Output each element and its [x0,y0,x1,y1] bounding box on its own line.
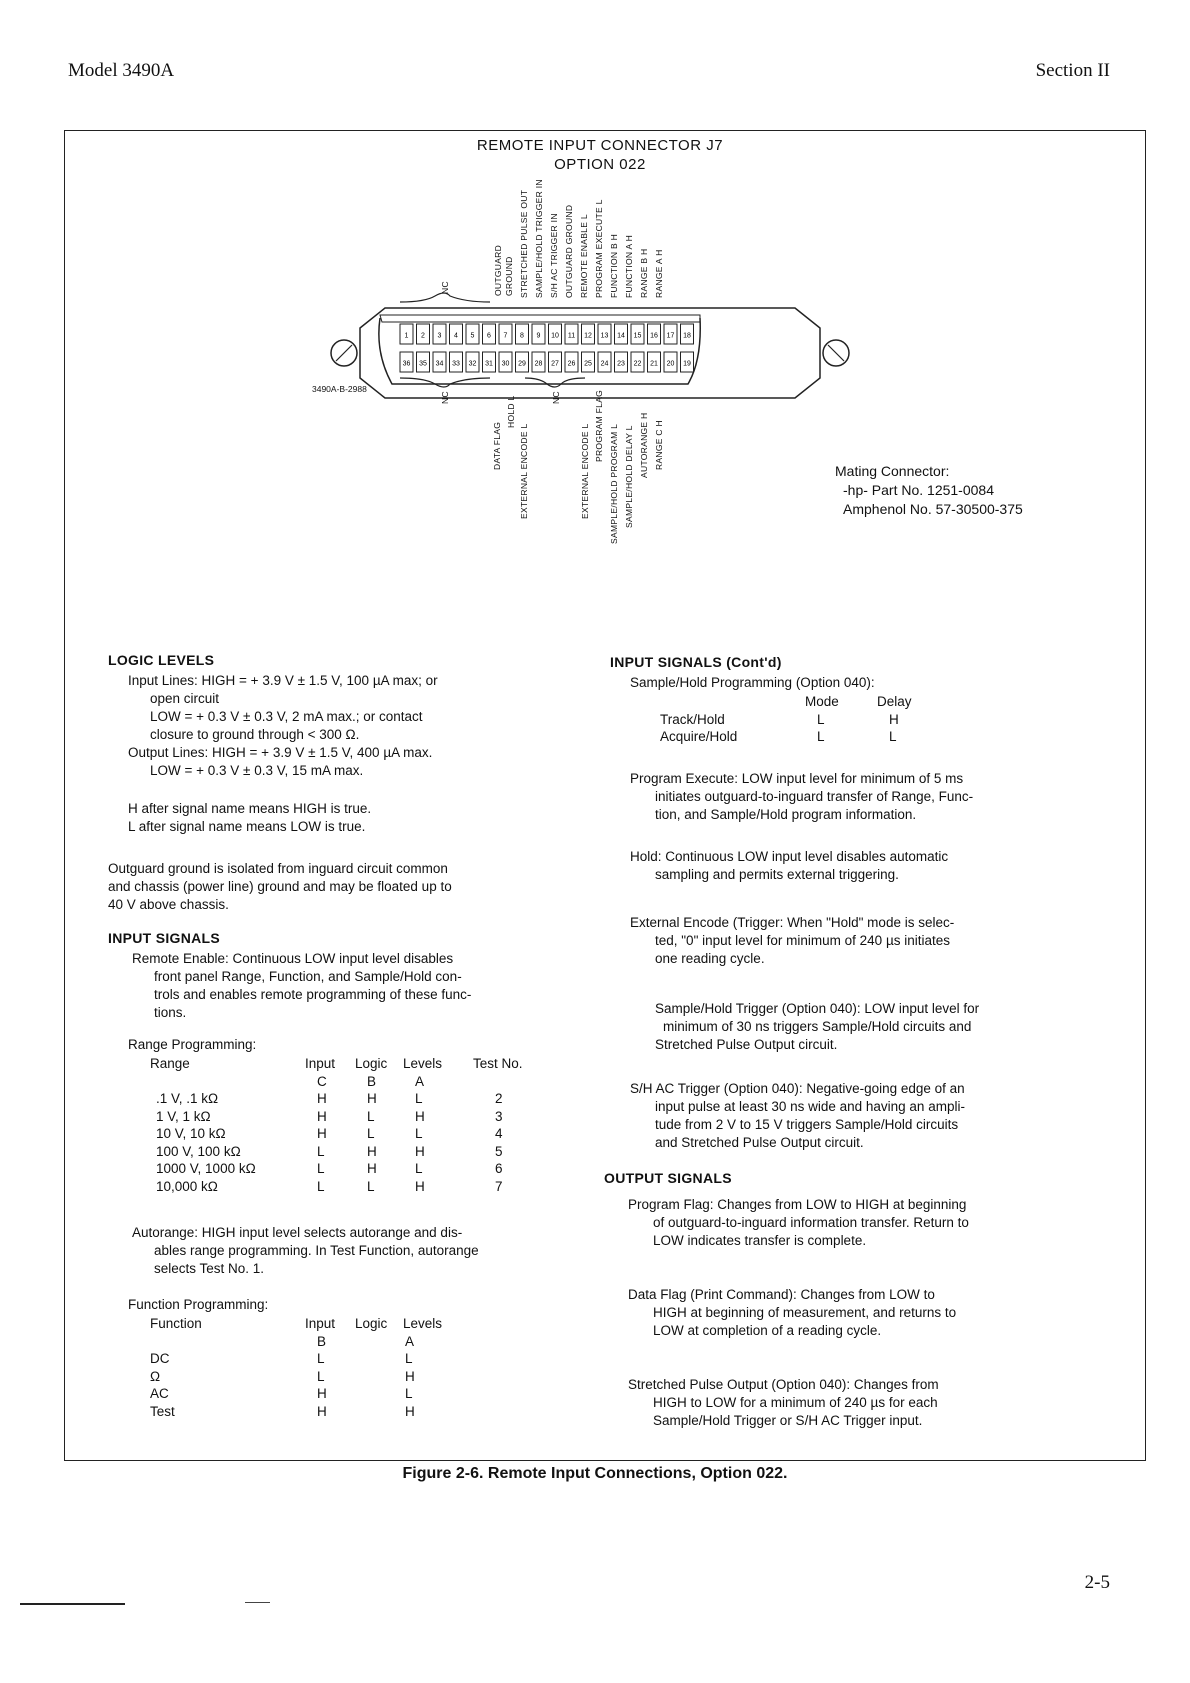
sh-programming-label: Sample/Hold Programming (Option 040): [630,675,875,690]
pin-number: 20 [666,360,675,368]
pin-number: 34 [435,360,444,368]
mating-connector-note [835,462,1023,519]
sh-table-row: Acquire/Hold L L [660,729,897,744]
h-l-notes [128,800,371,836]
range-table-row: 100 V, 100 kΩ L H H 5 [156,1143,503,1159]
logic-levels-heading: LOGIC LEVELS [108,652,215,668]
pin-number: 11 [567,332,576,340]
col-logic: Logic [355,1316,388,1331]
connector-title-line2: OPTION 022 [554,156,646,173]
pin-number: 1 [404,332,409,340]
pin-number: 8 [520,332,524,340]
pin-number: 30 [501,360,510,368]
pin-number: 6 [487,332,491,340]
pin-number: 10 [551,332,559,340]
pin-number: 32 [468,360,477,368]
label-autorange: AUTORANGE H [639,412,649,478]
pin-number: 4 [454,332,458,340]
connector-title [380,136,820,174]
label-sh-ac-trigger-in: S/H AC TRIGGER IN [549,213,559,298]
input-lines-spec: Input Lines: HIGH = + 3.9 V ± 1.5 V, 100 µA max; or open circuit LOW = + 0.3 V ± 0.3 V, 2 mA max.; or contact closure to ground through < 300 Ω. [128,673,438,742]
range-table-row: 10,000 kΩ L L H 7 [156,1178,503,1194]
pin-number: 36 [402,360,411,368]
pin-number: 21 [650,360,658,368]
function-programming-label: Function Programming: [128,1297,269,1312]
pin-number: 22 [633,360,642,368]
pin-number: 17 [666,332,675,340]
label-outguard-ground: OUTGUARD GROUND [564,204,574,298]
pin-number: 15 [633,332,642,340]
pin-number: 29 [518,360,526,368]
col-input: Input [305,1056,336,1071]
mating-line2: -hp- Part No. 1251-0084 [843,482,994,498]
label-data-flag: DATA FLAG [492,421,502,470]
pin-row-bottom [400,352,694,372]
label-range-b: RANGE B H [639,248,649,298]
sh-programming-table [660,694,912,747]
sample-hold-trigger-text: Sample/Hold Trigger (Option 040): LOW input level for minimum of 30 ns triggers Sample/Hold circuits and Stretched Pulse Output circuit. [655,1001,980,1052]
label-nc-bottom-1: NC [440,391,450,404]
external-encode-text: External Encode (Trigger: When "Hold" mode is selec- ted, "0" input level for minimum of 240 µs initiates one reading cycle. [630,915,955,966]
range-programming-table: Range Input Logic Levels Test No. C B A .1 V, .1 kΩ H H L 2 1 V, 1 kΩ H L H 3 10 V, 10 kΩ H L L 4 100 V, 100 kΩ L H H 5 1000 V, 1000 kΩ L H L 6 10,000 kΩ L L H 7 [150,1056,523,1196]
label-sample-hold-delay: SAMPLE/HOLD DELAY L [624,425,634,528]
program-execute-text: Program Execute: LOW input level for minimum of 5 ms initiates outguard-to-inguard transfer of Range, Func- tion, and Sample/Hold program information. [630,771,974,822]
label-stretched-pulse-out: STRETCHED PULSE OUT [519,189,529,298]
pin-number: 35 [419,360,427,368]
function-table-row: DC L L [150,1351,413,1366]
range-table-row: 1 V, 1 kΩ H L H 3 [156,1108,503,1124]
col-levels: Levels [403,1056,443,1071]
col-test-no: Test No. [473,1056,523,1071]
pin-number: 33 [452,360,460,368]
pin-number: 27 [551,360,559,368]
function-table-row: AC H L [150,1386,413,1401]
range-table-row: .1 V, .1 kΩ H H L 2 [156,1091,503,1106]
autorange-text: Autorange: HIGH input level selects autorange and dis- ables range programming. In Test Function, autorange selects Test No. 1. [132,1225,479,1276]
pin-number: 28 [534,360,543,368]
document-section-header: Section II [1035,60,1110,81]
label-external-encode-2: EXTERNAL ENCODE L [580,423,590,519]
label-function-b: FUNCTION B H [609,233,619,298]
label-remote-enable: REMOTE ENABLE L [579,214,589,298]
pin-number: 24 [600,360,609,368]
label-hold: HOLD L [506,395,516,428]
connector-title-line1: REMOTE INPUT CONNECTOR J7 [476,137,724,154]
stretched-pulse-text: Stretched Pulse Output (Option 040): Changes from HIGH to LOW for a minimum of 240 µs for each Sample/Hold Trigger or S/H AC Trigger input. [628,1377,939,1428]
label-function-a: FUNCTION A H [624,234,634,298]
label-nc-bottom-2: NC [551,391,561,404]
pin-number: 19 [683,360,691,368]
h-note: H after signal name means HIGH is true. [128,801,372,816]
label-ground: GROUND [504,256,514,296]
range-table-row: 1000 V, 1000 kΩ L H L 6 [156,1161,503,1176]
col-mode: Mode [805,694,839,709]
figure-caption: Figure 2-6. Remote Input Connections, Option 022. [402,1465,788,1482]
input-signals-contd-heading: INPUT SIGNALS (Cont'd) [610,654,782,670]
pin-number: 18 [683,332,691,340]
pin-number: 9 [536,332,541,340]
label-outguard: OUTGUARD [493,244,503,296]
range-table-row: 10 V, 10 kΩ H L L 4 [156,1126,503,1141]
drawing-number: 3490A-B-2988 [312,384,367,394]
data-flag-text: Data Flag (Print Command): Changes from LOW to HIGH at beginning of measurement, and returns to LOW at completion of a reading cycle. [628,1287,957,1338]
col-delay: Delay [877,694,912,709]
col-input: Input [305,1316,336,1331]
col-range: Range [150,1056,190,1071]
l-note: L after signal name means LOW is true. [128,819,366,834]
sh-table-row: Track/Hold L H [660,711,899,727]
col-levels: Levels [403,1316,443,1331]
pin-number: 3 [437,332,442,340]
page-number: 2-5 [1084,1572,1110,1593]
pin-row-top [400,324,694,344]
pin-number: 31 [485,360,493,368]
mating-line3: Amphenol No. 57-30500-375 [843,501,1023,517]
label-sample-hold-program: SAMPLE/HOLD PROGRAM L [609,423,619,544]
label-range-a: RANGE A H [654,249,664,298]
connector-drawing [320,300,860,420]
label-program-flag: PROGRAM FLAG [594,389,604,462]
mating-line1: Mating Connector: [835,463,950,479]
scan-mark [245,1602,270,1603]
remote-enable-text: Remote Enable: Continuous LOW input level disables front panel Range, Function, and Sample/Hold con- trols and enables remote programming of these func- tions. [132,951,472,1020]
col-function: Function [150,1316,202,1331]
pin-number: 16 [650,332,658,340]
nc-brace-bottom [395,372,615,402]
label-nc-top: NC [440,281,450,294]
pin-number: 25 [584,360,592,368]
hold-text: Hold: Continuous LOW input level disables automatic sampling and permits external triggering. [630,849,949,882]
function-programming-table: Function Input Logic Levels B A DC L L Ω L H AC H L Test H H [150,1316,473,1421]
label-external-encode-1: EXTERNAL ENCODE L [519,423,529,519]
document-model-header: Model 3490A [68,60,175,81]
outguard-note: Outguard ground is isolated from inguard circuit common and chassis (power line) ground and may be floated up to 40 V above chassis. [108,861,452,912]
pin-number: 26 [567,360,576,368]
function-table-row: Test H H [150,1403,415,1419]
col-logic: Logic [355,1056,388,1071]
pin-number: 7 [503,332,508,340]
label-range-c: RANGE C H [654,420,664,470]
pin-number: 13 [600,332,609,340]
output-lines-spec: Output Lines: HIGH = + 3.9 V ± 1.5 V, 400 µA max. LOW = + 0.3 V ± 0.3 V, 15 mA max. [128,745,433,778]
program-flag-text: Program Flag: Changes from LOW to HIGH at beginning of outguard-to-inguard information transfer. Return to LOW indicates transfer is complete. [628,1197,969,1248]
pin-number: 23 [617,360,625,368]
input-signals-heading: INPUT SIGNALS [108,930,221,946]
scan-mark [20,1603,125,1605]
function-table-row: Ω L H [150,1368,415,1384]
label-program-execute: PROGRAM EXECUTE L [594,199,604,298]
pin-number: 14 [617,332,625,340]
label-sample-hold-trigger-in: SAMPLE/HOLD TRIGGER IN [534,179,544,298]
sh-ac-trigger-text: S/H AC Trigger (Option 040): Negative-going edge of an input pulse at least 30 ns wide and having an ampli- tude from 2 V to 15 V triggers Sample/Hold circuits and Stretched Pulse Output circuit. [630,1081,965,1150]
pin-number: 12 [584,332,592,340]
pin-number: 5 [470,332,475,340]
range-programming-label: Range Programming: [128,1037,257,1052]
output-signals-heading: OUTPUT SIGNALS [604,1170,732,1186]
pin-number: 2 [421,332,425,340]
